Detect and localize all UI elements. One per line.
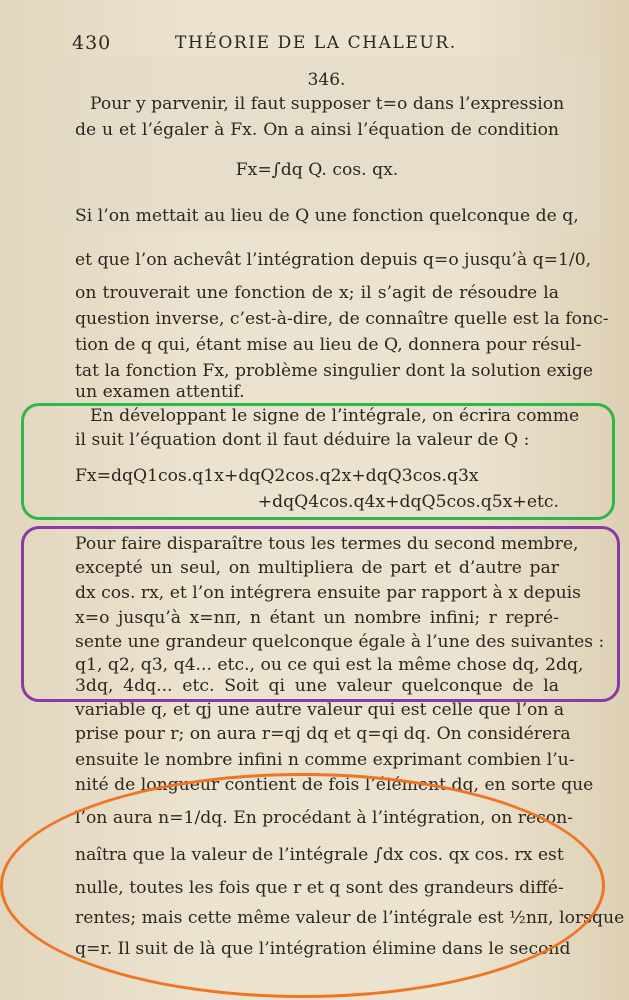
text-line: il suit l’équation dont il faut déduire la valeur de Q :: [75, 430, 530, 450]
text-line: naîtra que la valeur de l’intégrale ∫dx cos. qx cos. rx est: [75, 845, 564, 865]
text-line: nité de longueur contient de fois l’élément dq, en sorte que: [75, 775, 594, 795]
text-line: nulle, toutes les fois que r et q sont des grandeurs diffé-: [75, 878, 564, 898]
section-number: 346.: [307, 70, 346, 90]
text-line: dx cos. rx, et l’on intégrera ensuite par rapport à x depuis: [75, 583, 581, 603]
text-line: En développant le signe de l’intégrale, on écrira comme: [90, 406, 580, 426]
text-line: variable q, et qj une autre valeur qui est celle que l’on a: [75, 700, 565, 720]
text-line: prise pour r; on aura r=qj dq et q=qi dq. On considérera: [75, 724, 571, 744]
text-line: x=o jusqu’à x=nπ, n étant un nombre infini; r repré-: [75, 608, 559, 628]
text-line: tion de q qui, étant mise au lieu de Q, donnera pour résul-: [75, 335, 582, 355]
text-line: on trouverait une fonction de x; il s’agit de résoudre la: [75, 283, 559, 303]
text-line: l’on aura n=1/dq. En procédant à l’intégration, on recon-: [75, 808, 573, 828]
text-line: un examen attentif.: [75, 382, 245, 402]
text-line: excepté un seul, on multipliera de part et d’autre par: [75, 558, 559, 578]
text-line: 3dq, 4dq... etc. Soit qi une valeur quelconque de la: [75, 676, 559, 696]
text-line: Pour faire disparaître tous les termes du second membre,: [75, 534, 579, 554]
text-line: q=r. Il suit de là que l’intégration élimine dans le second: [75, 939, 571, 959]
text-line: q1, q2, q3, q4... etc., ou ce qui est la même chose dq, 2dq,: [75, 655, 584, 675]
running-title: THÉORIE DE LA CHALEUR.: [175, 33, 457, 53]
text-line: question inverse, c’est-à-dire, de connaître quelle est la fonc-: [75, 309, 609, 329]
equation: Fx=∫dq Q. cos. qx.: [235, 160, 399, 180]
text-line: tat la fonction Fx, problème singulier dont la solution exige: [75, 361, 593, 381]
text-line: sente une grandeur quelconque égale à l’une des suivantes :: [75, 632, 605, 652]
equation-line: Fx=dqQ1cos.q1x+dqQ2cos.q2x+dqQ3cos.q3x: [75, 466, 479, 486]
page-number: 430: [72, 32, 112, 54]
text-line: de u et l’égaler à Fx. On a ainsi l’équation de condition: [75, 120, 559, 140]
equation-line: +dqQ4cos.q4x+dqQ5cos.q5x+etc.: [257, 492, 559, 512]
text-line: et que l’on achevât l’intégration depuis q=o jusqu’à q=1/0,: [75, 250, 592, 270]
text-line: Si l’on mettait au lieu de Q une fonction quelconque de q,: [75, 206, 579, 226]
text-line: ensuite le nombre infini n comme exprimant combien l’u-: [75, 750, 575, 770]
text-line: Pour y parvenir, il faut supposer t=o dans l’expression: [90, 94, 565, 114]
text-line: rentes; mais cette même valeur de l’intégrale est ½nπ, lorsque: [75, 908, 625, 928]
